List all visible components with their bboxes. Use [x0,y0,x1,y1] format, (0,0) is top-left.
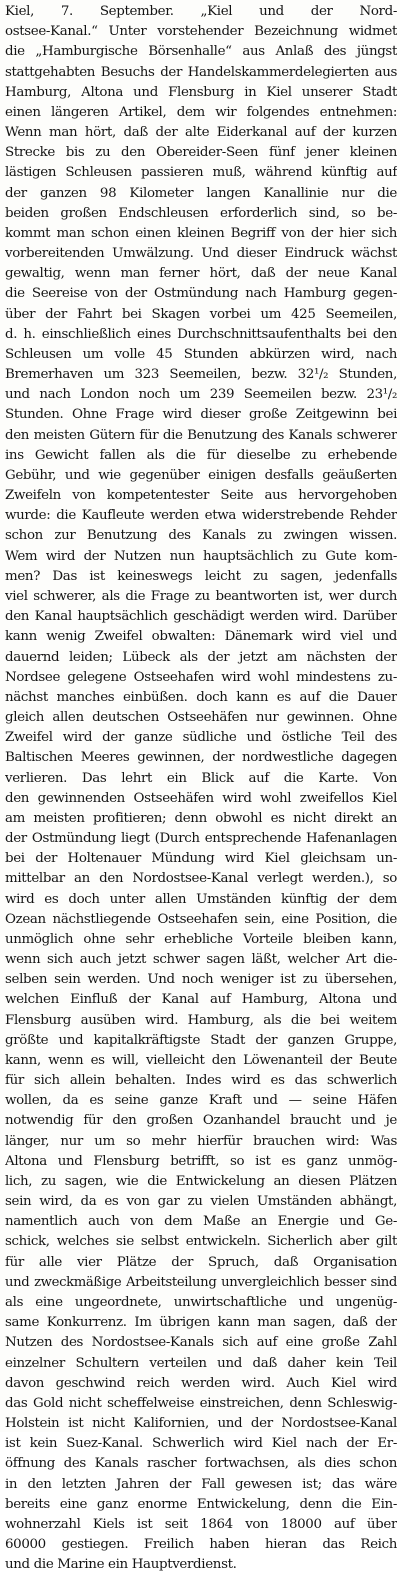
article-line: schick, welches sie selbst entwickeln. Sicherlich aber gilt [5,1234,397,1250]
article-line: über der Fahrt bei Skagen vorbei um 425 Seemeilen, [5,306,397,322]
article-line: Schleusen um volle 45 Stunden abkürzen wird, nach [5,346,397,362]
article-line: schon zur Benutzung des Kanals zu zwingen wissen. [5,528,397,544]
article-line: Altona und Flensburg betrifft, so ist es ganz unmög- [5,1153,397,1169]
article-line: den gewinnenden Ostseehäfen wird wohl zweifellos Kiel [5,790,397,806]
article-line: einen längeren Artikel, dem wir folgendes entnehmen: [5,104,397,120]
article-line: Baltischen Meeres gewinnen, der nordwestliche dagegen [5,750,397,766]
article-line: Hamburg, Altona und Flensburg in Kiel unserer Stadt [5,84,397,100]
article-line: am meisten profitieren; denn obwohl es nicht direkt an [5,810,397,826]
article-line: viel schwerer, als die Frage zu beantworten ist, wer durch [5,588,397,604]
article-line: davon geschwind reich werden wird. Auch Kiel wird [5,1375,397,1391]
article-line: einzelner Schultern verteilen und daß daher kein Teil [5,1355,397,1371]
article-line: Ozean nächstliegende Ostseehafen sein, eine Position, die [5,911,397,927]
article-line: die „Hamburgische Börsenhalle“ aus Anlaß des jüngst [5,44,397,60]
article-line: ins Gewicht fallen als die für dieselbe zu erhebende [5,447,397,463]
article-line: wenn sich auch jetzt schwer sagen läßt, welcher Art die- [5,952,397,968]
article-line: Gebühr, und wie gegenüber einigen desfalls geäußerten [5,467,397,483]
article-line: 60000 gestiegen. Freilich haben hieran das Reich [5,1537,397,1553]
article-line: lästigen Schleusen passieren muß, während künftig auf [5,165,397,181]
article-line: Wenn man hört, daß der alte Eiderkanal auf der kurzen [5,125,397,141]
article-line: lich, zu sagen, wie die Entwickelung an diesen Plätzen [5,1173,397,1189]
article-line: und nach London noch um 239 Seemeilen bezw. 23¹/₂ [5,387,397,403]
article-line: selben sein werden. Und noch weniger ist zu übersehen, [5,972,397,988]
article-line: men? Das ist keineswegs leicht zu sagen, jedenfalls [5,568,397,584]
article-line: welchen Einfluß der Kanal auf Hamburg, Altona und [5,992,397,1008]
article-line: same Konkurrenz. Im übrigen kann man sagen, daß der [5,1315,397,1331]
article-line: Zweifeln von kompetentester Seite aus hervorgehoben [5,488,397,504]
article-line: Wem wird der Nutzen nun hauptsächlich zu Gute kom- [5,548,397,564]
article-line: der Ostmündung liegt (Durch entsprechende Hafenanlagen [5,831,397,847]
article-line: den meisten Gütern für die Benutzung des Kanals schwerer [5,427,397,443]
article-line: Strecke bis zu den Obereider-Seen fünf jener kleinen [5,145,397,161]
article-text [5,2,397,1575]
article-line: kommt man schon einen kleinen Begriff von der hier sich [5,225,397,241]
article-line: das Gold nicht scheffelweise einstreichen, denn Schleswig- [5,1395,397,1411]
article-line: und die Marine ein Hauptverdienst. [5,1557,237,1573]
article-line: bereits eine ganz enorme Entwickelung, denn die Ein- [5,1496,397,1512]
article-line: öffnung des Kanals rascher fortwachsen, als dies schon [5,1456,397,1472]
article-line: größte und kapitalkräftigste Stadt der ganzen Gruppe, [5,1032,397,1048]
article-line: gleich allen deutschen Ostseehäfen nur gewinnen. Ohne [5,710,397,726]
article-line: namentlich auch von dem Maße an Energie und Ge- [5,1214,397,1230]
article-line: bei der Holtenauer Mündung wird Kiel gleichsam un- [5,851,397,867]
article-line: d. h. einschließlich eines Durchschnittsaufenthalts bei den [5,326,397,342]
article-line: wurde: die Kaufleute werden etwa widerstrebende Rehder [5,508,397,524]
article-line: mittelbar an den Nordostsee-Kanal verlegt werden.), so [5,871,397,887]
article-line: Nordsee gelegene Ostseehafen wird wohl mindestens zu- [5,669,397,685]
article-line: nächst manches einbüßen. doch kann es auf die Dauer [5,689,397,705]
article-line: Nutzen des Nordostsee-Kanals sich auf eine große Zahl [5,1335,397,1351]
article-line: Flensburg ausüben wird. Hamburg, als die bei weitem [5,1012,397,1028]
article-line: für alle vier Plätze der Spruch, daß Organisation [5,1254,397,1270]
article-line: verlieren. Das lehrt ein Blick auf die Karte. Von [5,770,397,786]
article-line: notwendig für den großen Ozanhandel braucht und je [5,1113,397,1129]
article-line: dauernd leiden; Lübeck als der jetzt am nächsten der [5,649,397,665]
article-line: in den letzten Jahren der Fall gewesen ist; das wäre [5,1476,397,1492]
article-line: wollen, da es seine ganze Kraft und — seine Häfen [5,1093,397,1109]
article-line: kann wenig Zweifel obwalten: Dänemark wird viel und [5,629,397,645]
article-line: der ganzen 98 Kilometer langen Kanallinie nur die [5,185,397,201]
article-line: Zweifel wird der ganze südliche und östliche Teil des [5,730,397,746]
article-line: wohnerzahl Kiels ist seit 1864 von 18000 auf über [5,1516,397,1532]
article-dateline-line: Kiel, 7. September. „Kiel und der Nord- [5,4,397,19]
article-line: den Kanal hauptsächlich geschädigt werden wird. Darüber [5,609,397,625]
article-line: unmöglich ohne sehr erhebliche Vorteile bleiben kann, [5,931,397,947]
article-line: stattgehabten Besuchs der Handelskammerdelegierten aus [5,64,397,80]
article-line: kann, wenn es will, vielleicht den Löwenanteil der Beute [5,1052,397,1068]
article-line: wird es doch unter allen Umständen künftig der dem [5,891,397,907]
article-line: ostsee-Kanal.“ Unter vorstehender Bezeichnung widmet [5,24,397,40]
article-line: vorbereitenden Umwälzung. Und dieser Eindruck wächst [5,246,397,262]
article-line: die Seereise von der Ostmündung nach Hamburg gegen- [5,286,397,302]
article-line: ist kein Suez-Kanal. Schwerlich wird Kiel nach der Er- [5,1436,397,1452]
article-line: für sich allein behalten. Indes wird es das schwerlich [5,1073,397,1089]
article-line: gewaltig, wenn man ferner hört, daß der neue Kanal [5,266,397,282]
article-line: Bremerhaven um 323 Seemeilen, bezw. 32¹/₂ Stunden, [5,367,397,383]
article-line: Holstein ist nicht Kalifornien, und der Nordostsee-Kanal [5,1416,397,1432]
article-line: als eine ungeordnete, unwirtschaftliche und ungenüg- [5,1295,397,1310]
article-line: und zweckmäßige Arbeitsteilung unvergleichlich besser sind [5,1274,397,1290]
article-line: Stunden. Ohne Frage wird dieser große Zeitgewinn bei [5,407,397,423]
article-line: sein wird, da es von gar zu vielen Umständen abhängt, [5,1194,397,1210]
article-line: länger, nur um so mehr hierfür brauchen wird: Was [5,1133,397,1149]
article-line: beiden großen Endschleusen erforderlich sind, so be- [5,205,397,221]
